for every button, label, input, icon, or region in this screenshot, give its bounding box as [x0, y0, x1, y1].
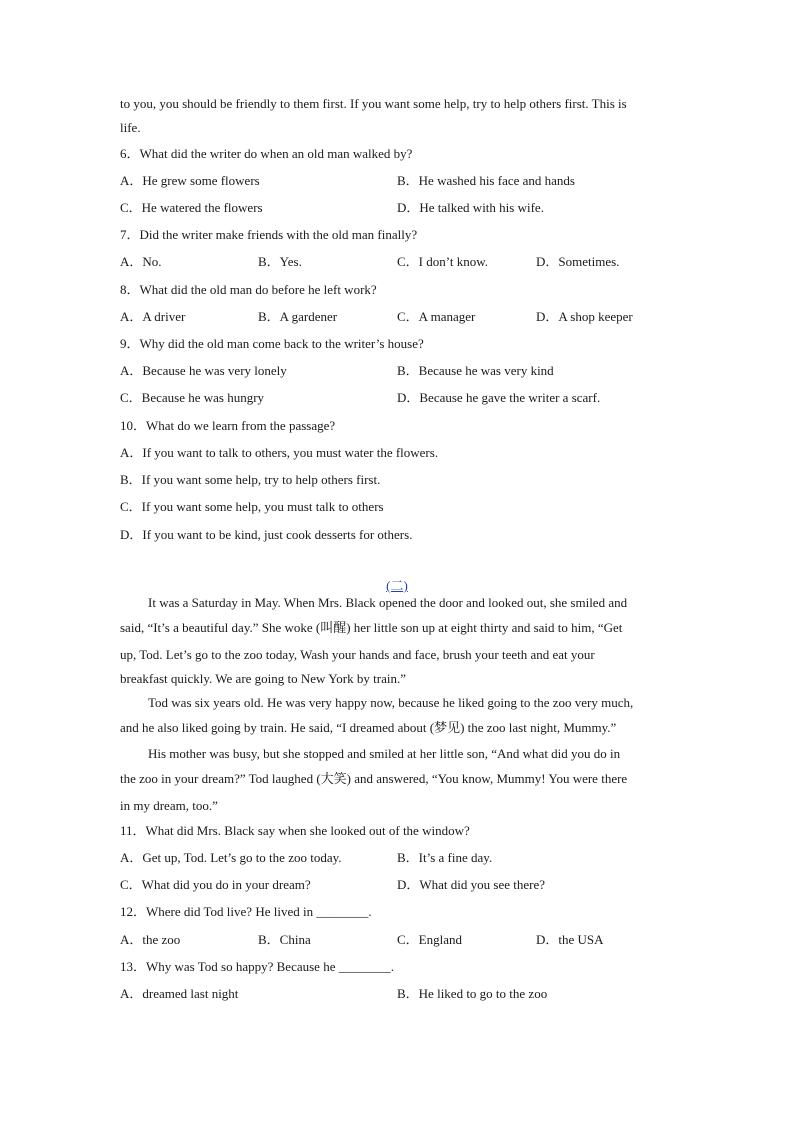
passage-line-4: breakfast quickly. We are going to New York by train.”	[120, 671, 406, 686]
question-8-stem: 8．What did the old man do before he left work?	[120, 282, 377, 297]
question-10-option-c: C．If you want some help, you must talk to others	[120, 499, 384, 514]
question-9-option-d: D．Because he gave the writer a scarf.	[397, 390, 601, 405]
question-11-option-c: C．What did you do in your dream?	[120, 877, 311, 892]
question-10-option-d: D．If you want to be kind, just cook desserts for others.	[120, 527, 413, 542]
question-9-option-b: B．Because he was very kind	[397, 363, 554, 378]
question-12-option-c: C．England	[397, 932, 462, 947]
question-9-option-c: C．Because he was hungry	[120, 390, 265, 405]
question-11-option-b: B．It’s a fine day.	[397, 850, 493, 865]
passage-line-9: in my dream, too.”	[120, 798, 218, 813]
section-2-title: (二)	[386, 578, 408, 593]
question-6-stem: 6．What did the writer do when an old man walked by?	[120, 146, 413, 161]
question-7-option-d: D．Sometimes.	[536, 254, 620, 269]
question-12-option-a: A．the zoo	[120, 932, 181, 947]
question-6-option-d: D．He talked with his wife.	[397, 200, 544, 215]
question-7-stem: 7．Did the writer make friends with the old man finally?	[120, 227, 418, 242]
intro-line-1: to you, you should be friendly to them first. If you want some help, try to help others first. This is	[120, 96, 627, 111]
question-13-stem: 13．Why was Tod so happy? Because he ________.	[120, 959, 394, 974]
question-13-option-a: A．dreamed last night	[120, 986, 239, 1001]
question-6-option-a: A．He grew some flowers	[120, 173, 260, 188]
question-7-option-c: C．I don’t know.	[397, 254, 489, 269]
question-7-option-a: A．No.	[120, 254, 162, 269]
question-10-option-a: A．If you want to talk to others, you must water the flowers.	[120, 445, 439, 460]
question-10-option-b: B．If you want some help, try to help others first.	[120, 472, 381, 487]
passage-line-8: the zoo in your dream?” Tod laughed (大笑) and answered, “You know, Mummy! You were there	[120, 771, 628, 786]
passage-line-2: said, “It’s a beautiful day.” She woke (叫醒) her little son up at eight thirty and said to him, “Get	[120, 620, 623, 635]
question-6-option-c: C．He watered the flowers	[120, 200, 263, 215]
question-6-option-b: B．He washed his face and hands	[397, 173, 575, 188]
question-11-stem: 11．What did Mrs. Black say when she looked out of the window?	[120, 823, 470, 838]
question-8-option-c: C．A manager	[397, 309, 476, 324]
question-9-stem: 9．Why did the old man come back to the writer’s house?	[120, 336, 424, 351]
passage-line-1: It was a Saturday in May. When Mrs. Black opened the door and looked out, she smiled and	[148, 595, 628, 610]
passage-line-3: up, Tod. Let’s go to the zoo today, Wash your hands and face, brush your teeth and eat your	[120, 647, 595, 662]
question-11-option-a: A．Get up, Tod. Let’s go to the zoo today.	[120, 850, 342, 865]
question-12-option-d: D．the USA	[536, 932, 604, 947]
question-10-stem: 10．What do we learn from the passage?	[120, 418, 336, 433]
passage-line-6: and he also liked going by train. He said, “I dreamed about (梦见) the zoo last night, Mummy.”	[120, 720, 617, 735]
question-11-option-d: D．What did you see there?	[397, 877, 546, 892]
question-9-option-a: A．Because he was very lonely	[120, 363, 287, 378]
intro-line-2: life.	[120, 120, 141, 135]
question-8-option-d: D．A shop keeper	[536, 309, 633, 324]
passage-line-5: Tod was six years old. He was very happy now, because he liked going to the zoo very much,	[148, 695, 634, 710]
question-12-stem: 12．Where did Tod live? He lived in ________.	[120, 904, 372, 919]
question-12-option-b: B．China	[258, 932, 311, 947]
question-13-option-b: B．He liked to go to the zoo	[397, 986, 548, 1001]
question-8-option-b: B．A gardener	[258, 309, 338, 324]
passage-line-7: His mother was busy, but she stopped and smiled at her little son, “And what did you do in	[148, 746, 621, 761]
question-7-option-b: B．Yes.	[258, 254, 302, 269]
question-8-option-a: A．A driver	[120, 309, 186, 324]
